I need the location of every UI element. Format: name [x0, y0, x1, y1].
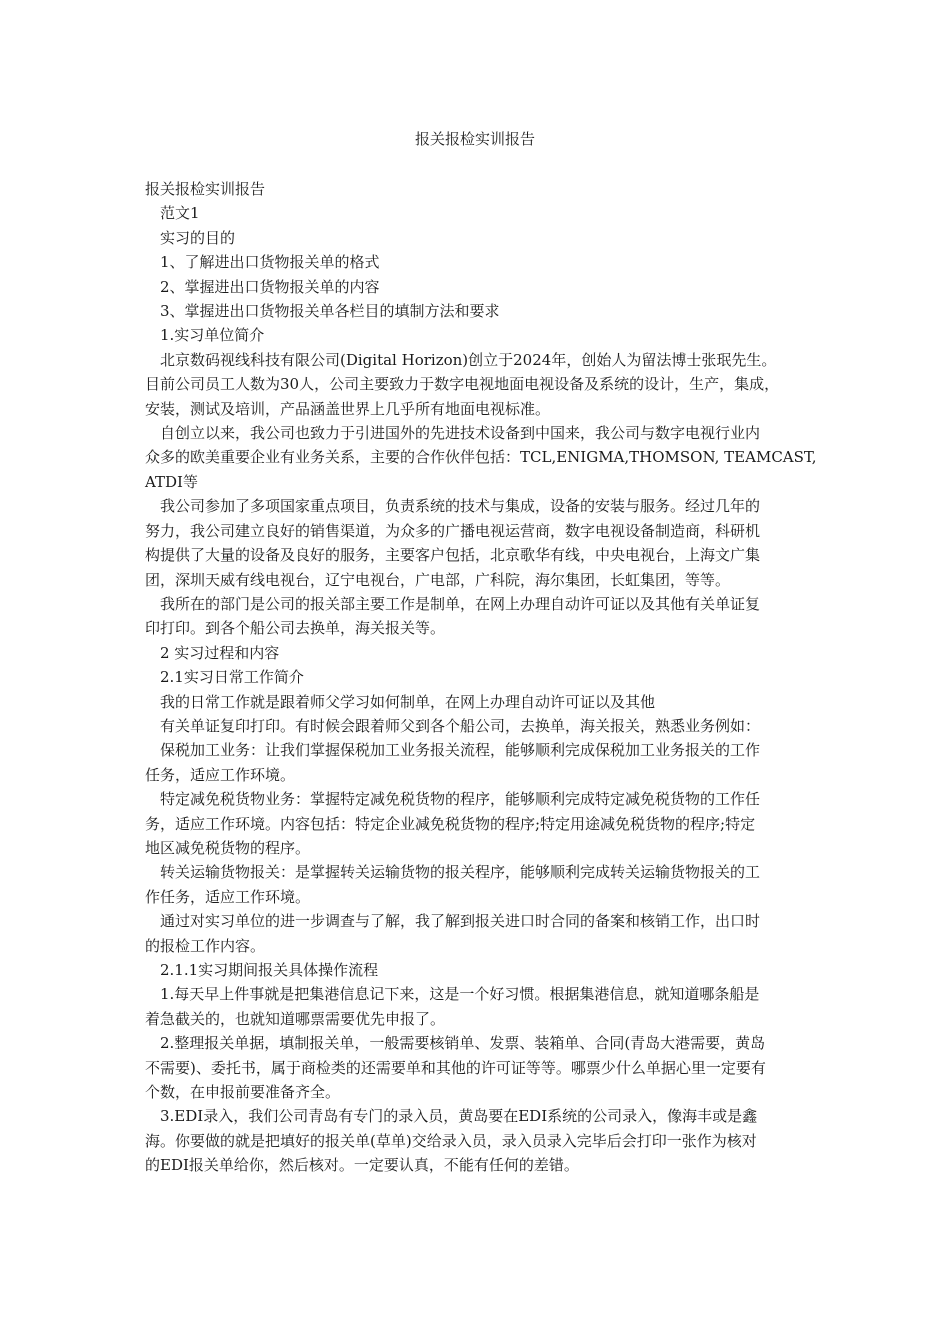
text-line: 的EDI报关单给你，然后核对。一定要认真，不能有任何的差错。	[145, 1156, 579, 1175]
text-line: 自创立以来，我公司也致力于引进国外的先进技术设备到中国来，我公司与数字电视行业内	[160, 424, 761, 443]
page-title: 报关报检实训报告	[414, 130, 535, 148]
text-line: 2、掌握进出口货物报关单的内容	[160, 277, 380, 296]
text-line: 3.EDI录入，我们公司青岛有专门的录入员，黄岛要在EDI系统的公司录入，像海丰或是鑫	[160, 1107, 758, 1126]
text-line: 3、掌握进出口货物报关单各栏目的填制方法和要求	[160, 302, 500, 321]
text-line: 构提供了大量的设备及良好的服务，主要客户包括，北京歌华有线，中央电视台，上海文广集	[145, 546, 761, 565]
text-line: 个数，在申报前要准备齐全。	[145, 1083, 341, 1102]
text-line: 我所在的部门是公司的报关部主要工作是制单，在网上办理自动许可证以及其他有关单证复	[160, 594, 761, 613]
text-line: 的报检工作内容。	[145, 936, 266, 955]
text-line: 作任务，适应工作环境。	[145, 887, 311, 906]
text-line: 2 实习过程和内容	[160, 643, 280, 662]
text-line: 保税加工业务：让我们掌握保税加工业务报关流程，能够顺利完成保税加工业务报关的工作	[160, 741, 761, 760]
text-line: 特定减免税货物业务：掌握特定减免税货物的程序，能够顺利完成特定减免税货物的工作任	[160, 790, 761, 809]
text-line: 着急截关的，也就知道哪票需要优先申报了。	[145, 1009, 446, 1028]
text-line: 努力，我公司建立良好的销售渠道，为众多的广播电视运营商，数字电视设备制造商，科研机	[145, 521, 761, 540]
text-line: 有关单证复印打印。有时候会跟着师父到各个船公司，去换单，海关报关，熟悉业务例如：	[160, 716, 761, 735]
document-body	[145, 177, 817, 1178]
text-line: ATDI等	[145, 472, 198, 491]
text-line: 1.每天早上件事就是把集港信息记下来，这是一个好习惯。根据集港信息，就知道哪条船是	[160, 985, 760, 1004]
text-line: 转关运输货物报关：是掌握转关运输货物的报关程序，能够顺利完成转关运输货物报关的工	[160, 863, 761, 882]
text-line: 我的日常工作就是跟着师父学习如何制单，在网上办理自动许可证以及其他	[160, 692, 656, 711]
text-line: 范文1	[160, 204, 200, 223]
text-line: 2.1实习日常工作简介	[160, 668, 304, 687]
text-line: 我公司参加了多项国家重点项目，负责系统的技术与集成，设备的安装与服务。经过几年的	[160, 497, 761, 516]
text-line: 2.1.1实习期间报关具体操作流程	[160, 961, 379, 979]
text-line: 安装，测试及培训，产品涵盖世界上几乎所有地面电视标准。	[145, 399, 551, 418]
text-line: 北京数码视线科技有限公司(Digital Horizon)创立于2024年，创始人为留法博士张珉先生。	[160, 350, 777, 369]
text-line: 1.实习单位简介	[160, 326, 265, 345]
text-line: 务，适应工作环境。内容包括：特定企业减免税货物的程序;特定用途减免税货物的程序;特定	[145, 814, 756, 833]
text-line: 地区减免税货物的程序。	[145, 838, 311, 857]
text-line: 实习的目的	[160, 228, 236, 247]
text-line: 团，深圳天威有线电视台，辽宁电视台，广电部，广科院，海尔集团，长虹集团，等等。	[145, 570, 731, 589]
text-line: 目前公司员工人数为30人，公司主要致力于数字电视地面电视设备及系统的设计，生产，集成，	[145, 375, 780, 394]
text-line: 报关报检实训报告	[145, 180, 266, 198]
text-line: 2.整理报关单据，填制报关单，一般需要核销单、发票、装箱单、合同(青岛大港需要，黄岛	[160, 1034, 766, 1053]
text-line: 海。你要做的就是把填好的报关单(草单)交给录入员，录入员录入完毕后会打印一张作为核对	[145, 1131, 757, 1150]
text-line: 不需要)、委托书，属于商检类的还需要单和其他的许可证等等。哪票少什么单据心里一定要有	[145, 1058, 766, 1077]
text-line: 任务，适应工作环境。	[145, 765, 296, 784]
text-line: 1、了解进出口货物报关单的格式	[160, 253, 380, 272]
text-line: 印打印。到各个船公司去换单，海关报关等。	[145, 619, 446, 638]
text-line: 众多的欧美重要企业有业务关系，主要的合作伙伴包括：TCL,ENIGMA,THOMSON, TEAMCAST,	[145, 448, 817, 467]
text-line: 通过对实习单位的进一步调查与了解，我了解到报关进口时合同的备案和核销工作，出口时	[160, 912, 761, 931]
